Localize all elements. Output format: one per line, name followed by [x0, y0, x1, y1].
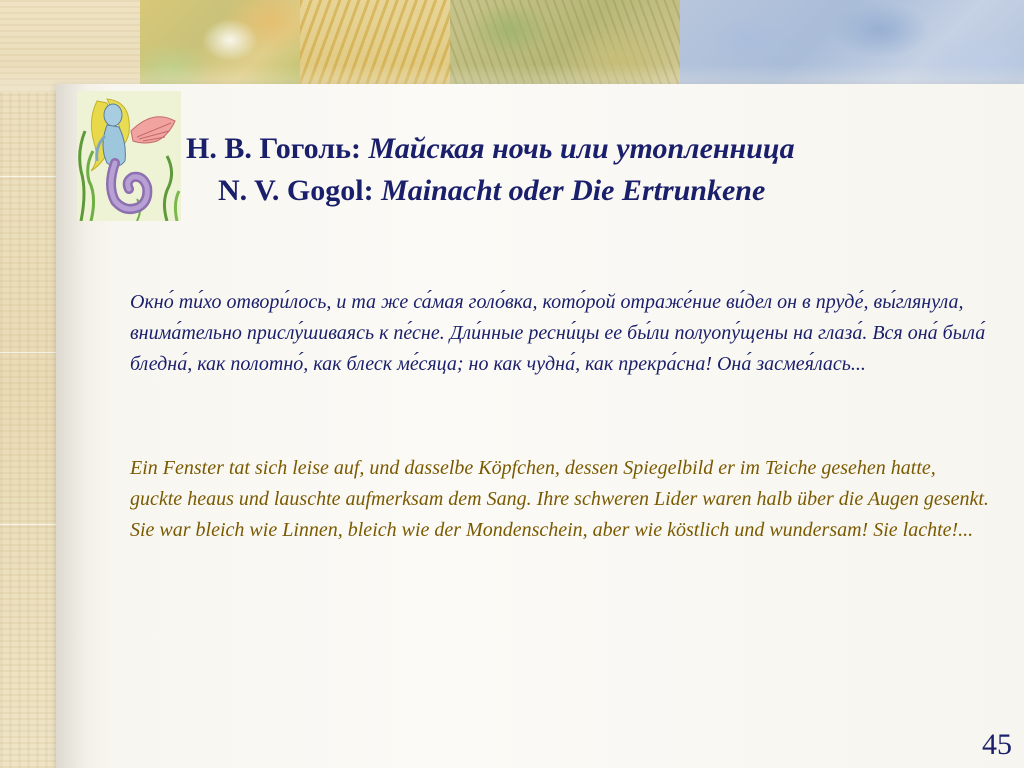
title-russian-work: Майская ночь или утопленница	[368, 132, 795, 165]
tile-divider	[0, 524, 56, 525]
title-russian-author: Н. В. Гоголь:	[186, 132, 369, 165]
mermaid-face	[104, 104, 122, 126]
tile-divider	[0, 352, 56, 353]
title-russian	[186, 128, 1016, 170]
top-decorative-banner	[0, 0, 1024, 92]
title-german-author: N. V. Gogol:	[218, 174, 382, 207]
title-german-work: Mainacht oder Die Ertrunkene	[381, 174, 766, 207]
tile-divider	[0, 176, 56, 177]
mermaid-icon	[77, 91, 181, 221]
german-paragraph: Ein Fenster tat sich leise auf, und dasselbe Köpfchen, dessen Spiegelbild er im Teiche gesehen hatte, guckte heaus und lauschte aufmerksam dem Sang. Ihre schweren Lider waren halb über die Augen gesenkt. Sie war bleich wie Linnen, bleich wie der Mondenschein, aber wie köstlich und wundersam! Sie lachte!...	[130, 457, 989, 541]
banner-fade	[0, 0, 1024, 92]
slide-title	[186, 128, 1016, 212]
mermaid-illustration	[77, 91, 181, 221]
parchment-strip	[0, 0, 56, 768]
russian-paragraph: Окно́ ти́хо отвори́лось, и та же са́мая голо́вка, кото́рой отраже́ние ви́дел он в пруде́, вы́глянула, внима́тельно прислу́шиваясь к пе́сне. Дли́нные ресни́цы ее бы́ли полуопу́щены на глаза́. Вся она́ была́ бледна́, как полотно́, как блеск ме́сяца; но как чудна́, как прекра́сна! Она́ засмея́лась...	[130, 291, 986, 375]
slide-number: 45	[982, 728, 1012, 761]
title-german	[186, 170, 1016, 212]
